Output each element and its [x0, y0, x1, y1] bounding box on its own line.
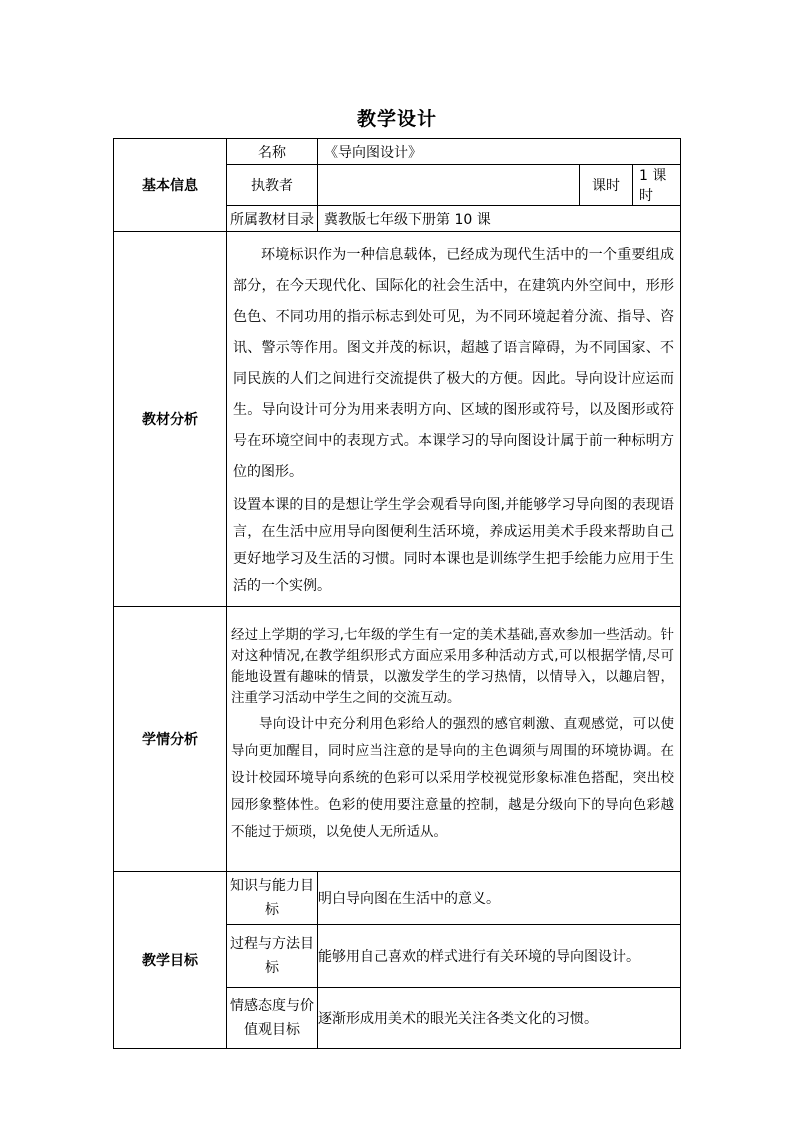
basic-info-header: 基本信息 [114, 139, 227, 232]
period-label: 课时 [580, 165, 633, 206]
student-analysis-paragraph-1: 经过上学期的学习,七年级的学生有一定的美术基础,喜欢参加一些活动。针对这种情况,在教学组织形式方面应采用多种活动方式,可以根据学情,尽可能地设置有趣味的情景，以激发学生的学习热情，以情导入，以趣启智，注重学习活动中学生之间的交流互动。 [231, 627, 674, 706]
name-value: 《导向图设计》 [318, 139, 681, 165]
teacher-label: 执教者 [227, 165, 318, 206]
goal-1-label: 知识与能力目标 [227, 872, 318, 925]
lesson-plan-table [113, 138, 681, 1049]
student-analysis-content [227, 607, 681, 872]
goal-2-text: 能够用自己喜欢的样式进行有关环境的导向图设计。 [318, 925, 681, 988]
textbook-analysis-header: 教材分析 [114, 232, 227, 607]
goal-3-text: 逐渐形成用美术的眼光关注各类文化的习惯。 [318, 988, 681, 1049]
textbook-value: 冀教版七年级下册第 10 课 [318, 206, 681, 232]
teacher-value [318, 165, 580, 206]
name-label: 名称 [227, 139, 318, 165]
textbook-analysis-paragraph-2: 设置本课的目的是想让学生学会观看导向图,并能够学习导向图的表现语言，在生活中应用导向图便利生活环境，养成运用美术手段来帮助自己更好地学习及生活的习惯。同时本课也是训练学生把手绘能力应用于生活的一个实例。 [233, 497, 674, 594]
goal-3-label: 情感态度与价值观目标 [227, 988, 318, 1049]
textbook-analysis-paragraph-1: 环境标识作为一种信息载体，已经成为现代生活中的一个重要组成部分，在今天现代化、国际化的社会生活中，在建筑内外空间中，形形色色、不同功用的指示标志到处可见，为不同环境起着分流、指导、咨讯、警示等作用。图文并茂的标识，超越了语言障碍，为不同国家、不同民族的人们之间进行交流提供了极大的方便。因此。导向设计应运而生。导向设计可分为用来表明方向、区域的图形或符号，以及图形或符号在环境空间中的表现方式。本课学习的导向图设计属于前一种标明方位的图形。 [233, 247, 674, 480]
row-name [114, 139, 681, 165]
textbook-label: 所属教材目录 [227, 206, 318, 232]
textbook-analysis-content [227, 232, 681, 607]
row-goal-1 [114, 872, 681, 925]
goal-1-text: 明白导向图在生活中的意义。 [318, 872, 681, 925]
document-title: 教学设计 [356, 108, 437, 130]
teaching-goals-header: 教学目标 [114, 872, 227, 1049]
goal-2-label: 过程与方法目标 [227, 925, 318, 988]
student-analysis-header: 学情分析 [114, 607, 227, 872]
row-textbook-analysis [114, 232, 681, 607]
student-analysis-paragraph-2: 导向设计中充分利用色彩给人的强烈的感官刺激、直观感觉，可以使导向更加醒目，同时应当注意的是导向的主色调须与周围的环境协调。在设计校园环境导向系统的色彩可以采用学校视觉形象标准色搭配，突出校园形象整体性。色彩的使用要注意量的控制，越是分级向下的导向色彩越不能过于烦琐，以免使人无所适从。 [231, 716, 674, 840]
row-student-analysis [114, 607, 681, 872]
period-value: 1 课时 [633, 165, 681, 206]
